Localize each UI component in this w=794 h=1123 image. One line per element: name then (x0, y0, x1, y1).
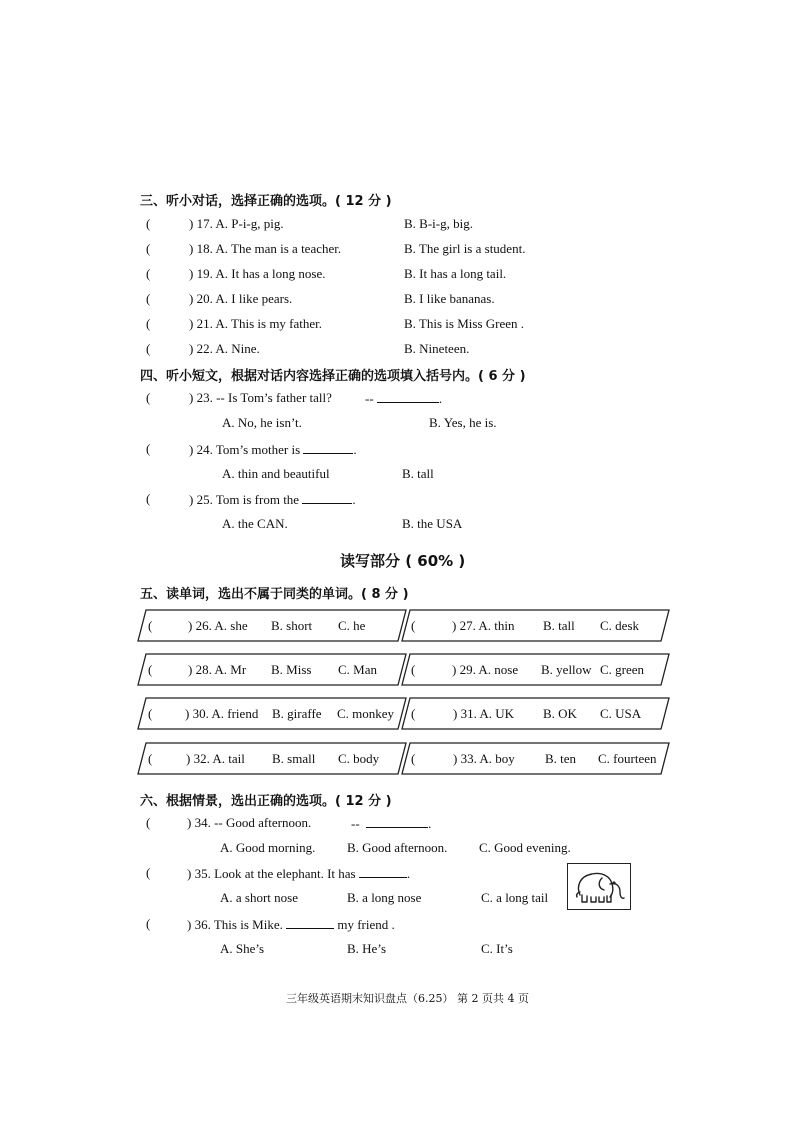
word-item-32-content (186, 751, 245, 767)
word-item-27 (411, 618, 415, 634)
answer-blank[interactable] (359, 865, 407, 878)
question-35-option-a: A. a short nose (220, 890, 298, 905)
answer-bracket-close: ) (186, 751, 191, 766)
question-34-option-c: C. Good evening. (479, 840, 571, 855)
word-item-31-content (453, 706, 514, 722)
option-c: C. Man (338, 662, 377, 677)
answer-bracket-close: ) (187, 815, 192, 830)
answer-bracket-close: ) (188, 618, 193, 633)
question-35-text: 35. Look at the elephant. It has (194, 866, 356, 881)
page-footer: 三年级英语期末知识盘点（6.25） 第 2 页共 4 页 (286, 992, 529, 1005)
answer-bracket-open: ( (411, 751, 416, 766)
part-title: 读写部分 ( 60% ) (340, 552, 466, 570)
option-b: B. giraffe (272, 706, 322, 721)
reply-dash: -- (365, 391, 374, 406)
question-36 (187, 916, 395, 933)
answer-bracket-open: ( (148, 618, 153, 633)
word-item-27-content (452, 618, 515, 634)
option-b: B. small (272, 751, 316, 766)
option-b: B. tall (543, 618, 575, 633)
option-b: B. Miss (271, 662, 312, 677)
question-25-option-b: B. the USA (402, 516, 463, 531)
question-25-option-a: A. the CAN. (222, 516, 288, 531)
question-19-option-a: 19. A. It has a long nose. (196, 266, 326, 281)
answer-bracket-open: ( (148, 662, 153, 677)
word-item-30-content (185, 706, 258, 722)
word-item-32 (148, 751, 152, 767)
option-c: C. green (600, 662, 645, 677)
question-18-option-a: 18. A. The man is a teacher. (196, 241, 342, 256)
question-34-text: 34. -- Good afternoon. (194, 815, 312, 830)
section5-title: 五、读单词，选出不属于同类的单词。( 8 分 ) (140, 587, 409, 602)
question-21-option-b: B. This is Miss Green . (404, 316, 525, 331)
answer-bracket-close: ) (189, 241, 194, 256)
answer-bracket-open: ( (411, 706, 416, 721)
section6-title: 六、根据情景，选出正确的选项。( 12 分 ) (140, 794, 392, 809)
question-34-reply (351, 815, 431, 832)
end-period: . (352, 492, 356, 507)
answer-bracket-open: ( (146, 390, 151, 405)
option-c: C. USA (600, 706, 642, 721)
item-number: 29. (459, 662, 476, 677)
option-c: C. desk (600, 618, 639, 633)
word-item-28 (148, 662, 152, 678)
option-c: C. monkey (337, 706, 395, 721)
option-a: A. she (214, 618, 248, 633)
item-number: 28. (195, 662, 212, 677)
question-17-option-b: B. B-i-g, big. (404, 216, 473, 231)
option-b: B. ten (545, 751, 577, 766)
answer-bracket-open: ( (146, 216, 151, 231)
question-35 (187, 865, 410, 882)
question-36-option-b: B. He’s (347, 941, 386, 956)
answer-bracket-open: ( (411, 618, 416, 633)
option-c: C. fourteen (598, 751, 657, 766)
option-c: C. he (338, 618, 366, 633)
question-34 (187, 815, 311, 831)
answer-bracket-open: ( (146, 815, 151, 830)
question-24-option-a: A. thin and beautiful (222, 466, 330, 481)
question-35-option-c: C. a long tail (481, 890, 549, 905)
answer-bracket-open: ( (146, 316, 151, 331)
answer-bracket-close: ) (187, 917, 192, 932)
word-item-33 (411, 751, 415, 767)
question-24-text: 24. Tom’s mother is (196, 442, 301, 457)
answer-bracket-open: ( (146, 865, 151, 880)
end-period: . (353, 442, 357, 457)
answer-bracket-open: ( (146, 266, 151, 281)
option-a: A. Mr (214, 662, 247, 677)
option-a: A. tail (212, 751, 245, 766)
word-item-28-content (188, 662, 246, 678)
answer-bracket-close: ) (189, 291, 194, 306)
answer-bracket-open: ( (148, 706, 153, 721)
reply-dash: -- (351, 816, 360, 831)
answer-bracket-open: ( (411, 662, 416, 677)
answer-bracket-close: ) (189, 390, 194, 405)
word-item-26 (148, 618, 152, 634)
answer-blank[interactable] (286, 916, 334, 929)
item-number: 31. (460, 706, 477, 721)
question-36-text: 36. This is Mike. (194, 917, 283, 932)
item-number: 27. (459, 618, 476, 633)
answer-bracket-open: ( (146, 491, 151, 506)
item-number: 30. (192, 706, 209, 721)
answer-bracket-open: ( (146, 441, 151, 456)
option-b: B. yellow (541, 662, 592, 677)
option-b: B. short (271, 618, 313, 633)
question-25-text: 25. Tom is from the (196, 492, 300, 507)
answer-blank[interactable] (366, 815, 428, 828)
answer-bracket-close: ) (188, 662, 193, 677)
word-item-31 (411, 706, 415, 722)
question-18-option-b: B. The girl is a student. (404, 241, 526, 256)
question-20-option-a: 20. A. I like pears. (196, 291, 293, 306)
question-35-option-b: B. a long nose (347, 890, 422, 905)
answer-bracket-open: ( (146, 241, 151, 256)
word-item-33-content (453, 751, 515, 767)
question-34-option-a: A. Good morning. (220, 840, 316, 855)
option-a: A. boy (479, 751, 515, 766)
answer-bracket-close: ) (189, 341, 194, 356)
question-23-option-b: B. Yes, he is. (429, 415, 497, 430)
answer-bracket-open: ( (146, 341, 151, 356)
answer-bracket-close: ) (189, 442, 194, 457)
option-b: B. OK (543, 706, 577, 721)
question-21-option-a: 21. A. This is my father. (196, 316, 323, 331)
option-a: A. friend (211, 706, 259, 721)
end-period: . (428, 816, 432, 831)
answer-bracket-open: ( (148, 751, 153, 766)
option-a: A. thin (478, 618, 515, 633)
question-17-option-a: 17. A. P-i-g, pig. (196, 216, 284, 231)
word-item-30 (148, 706, 152, 722)
answer-bracket-close: ) (452, 662, 457, 677)
option-c: C. body (338, 751, 380, 766)
end-period: . (406, 866, 411, 881)
word-item-29 (411, 662, 415, 678)
section3-title: 三、听小对话，选择正确的选项。( 12 分 ) (140, 194, 392, 209)
answer-bracket-close: ) (452, 618, 457, 633)
question-24-option-b: B. tall (402, 466, 434, 481)
answer-bracket-close: ) (453, 706, 458, 721)
question-36-option-a: A. She’s (220, 941, 265, 956)
question-19-option-b: B. It has a long tail. (404, 266, 507, 281)
option-a: A. nose (478, 662, 519, 677)
elephant-picture (567, 863, 631, 910)
question-36-after: my friend . (337, 917, 395, 932)
question-36-option-c: C. It’s (481, 941, 513, 956)
elephant-icon (568, 864, 629, 908)
end-period: . (438, 391, 443, 406)
answer-bracket-close: ) (453, 751, 458, 766)
option-a: A. UK (479, 706, 515, 721)
answer-bracket-close: ) (189, 492, 194, 507)
answer-bracket-open: ( (146, 291, 151, 306)
item-number: 26. (195, 618, 212, 633)
answer-bracket-open: ( (146, 916, 151, 931)
item-number: 33. (460, 751, 477, 766)
word-item-29-content (452, 662, 518, 678)
answer-bracket-close: ) (187, 866, 192, 881)
question-22-option-b: B. Nineteen. (404, 341, 470, 356)
item-number: 32. (193, 751, 210, 766)
question-20-option-b: B. I like bananas. (404, 291, 495, 306)
question-22-option-a: 22. A. Nine. (196, 341, 260, 356)
answer-bracket-close: ) (185, 706, 190, 721)
answer-bracket-close: ) (189, 216, 194, 231)
answer-bracket-close: ) (189, 266, 194, 281)
question-34-option-b: B. Good afternoon. (347, 840, 448, 855)
answer-bracket-close: ) (189, 316, 194, 331)
section4-title: 四、听小短文，根据对话内容选择正确的选项填入括号内。( 6 分 ) (140, 369, 526, 384)
question-23-text: 23. -- Is Tom’s father tall? (196, 390, 332, 405)
word-item-26-content (188, 618, 248, 634)
question-23-option-a: A. No, he isn’t. (222, 415, 302, 430)
